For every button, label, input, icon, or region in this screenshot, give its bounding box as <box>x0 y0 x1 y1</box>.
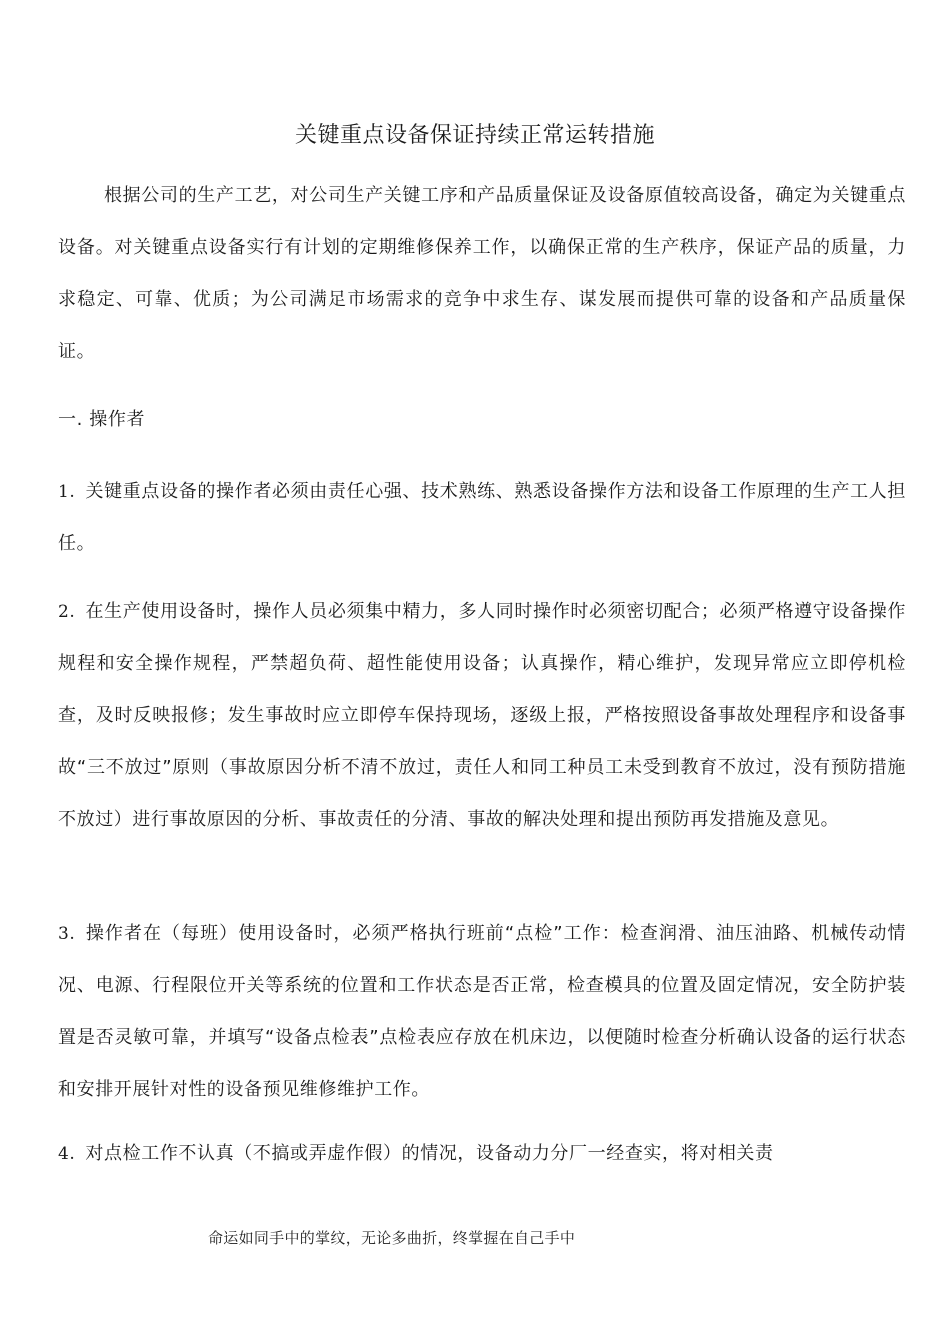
list-item-2 <box>58 586 906 846</box>
list-item-text: 对点检工作不认真（不搞或弄虚作假）的情况，设备动力分厂一经查实，将对相关责 <box>85 1143 774 1164</box>
list-item-3 <box>58 908 906 1116</box>
list-item-text: 关键重点设备的操作者必须由责任心强、技术熟练、熟悉设备操作方法和设备工作原理的生产工人担任。 <box>58 481 906 554</box>
list-item-4 <box>58 1128 906 1180</box>
list-item-number: 2. <box>58 602 76 622</box>
list-item-number: 3. <box>58 924 76 944</box>
list-item-number: 4. <box>58 1144 76 1164</box>
page-footer-quote: 命运如同手中的掌纹，无论多曲折，终掌握在自己手中 <box>208 1229 576 1247</box>
list-item-1 <box>58 466 906 570</box>
list-item-number: 1. <box>58 482 76 502</box>
intro-paragraph: 根据公司的生产工艺，对公司生产关键工序和产品质量保证及设备原值较高设备，确定为关键重点设备。对关键重点设备实行有计划的定期维修保养工作，以确保正常的生产秩序，保证产品的质量，力求稳定、可靠、优质；为公司满足市场需求的竞争中求生存、谋发展而提供可靠的设备和产品质量保证。 <box>58 185 906 362</box>
list-item-text: 操作者在（每班）使用设备时，必须严格执行班前“点检”工作：检查润滑、油压油路、机械传动情况、电源、行程限位开关等系统的位置和工作状态是否正常，检查模具的位置及固定情况，安全防护装置是否灵敏可靠，并填写“设备点检表”点检表应存放在机床边，以便随时检查分析确认设备的运行状态和安排开展针对性的设备预见维修维护工作。 <box>58 923 906 1100</box>
document-title: 关键重点设备保证持续正常运转措施 <box>294 123 655 148</box>
section-heading-operator: 一. 操作者 <box>58 409 146 430</box>
list-item-text: 在生产使用设备时，操作人员必须集中精力，多人同时操作时必须密切配合；必须严格遵守设备操作规程和安全操作规程，严禁超负荷、超性能使用设备；认真操作，精心维护，发现异常应立即停机检查，及时反映报修；发生事故时应立即停车保持现场，逐级上报，严格按照设备事故处理程序和设备事故“三不放过”原则（事故原因分析不清不放过，责任人和同工种员工未受到教育不放过，没有预防措施不放过）进行事故原因的分析、事故责任的分清、事故的解决处理和提出预防再发措施及意见。 <box>58 601 906 830</box>
